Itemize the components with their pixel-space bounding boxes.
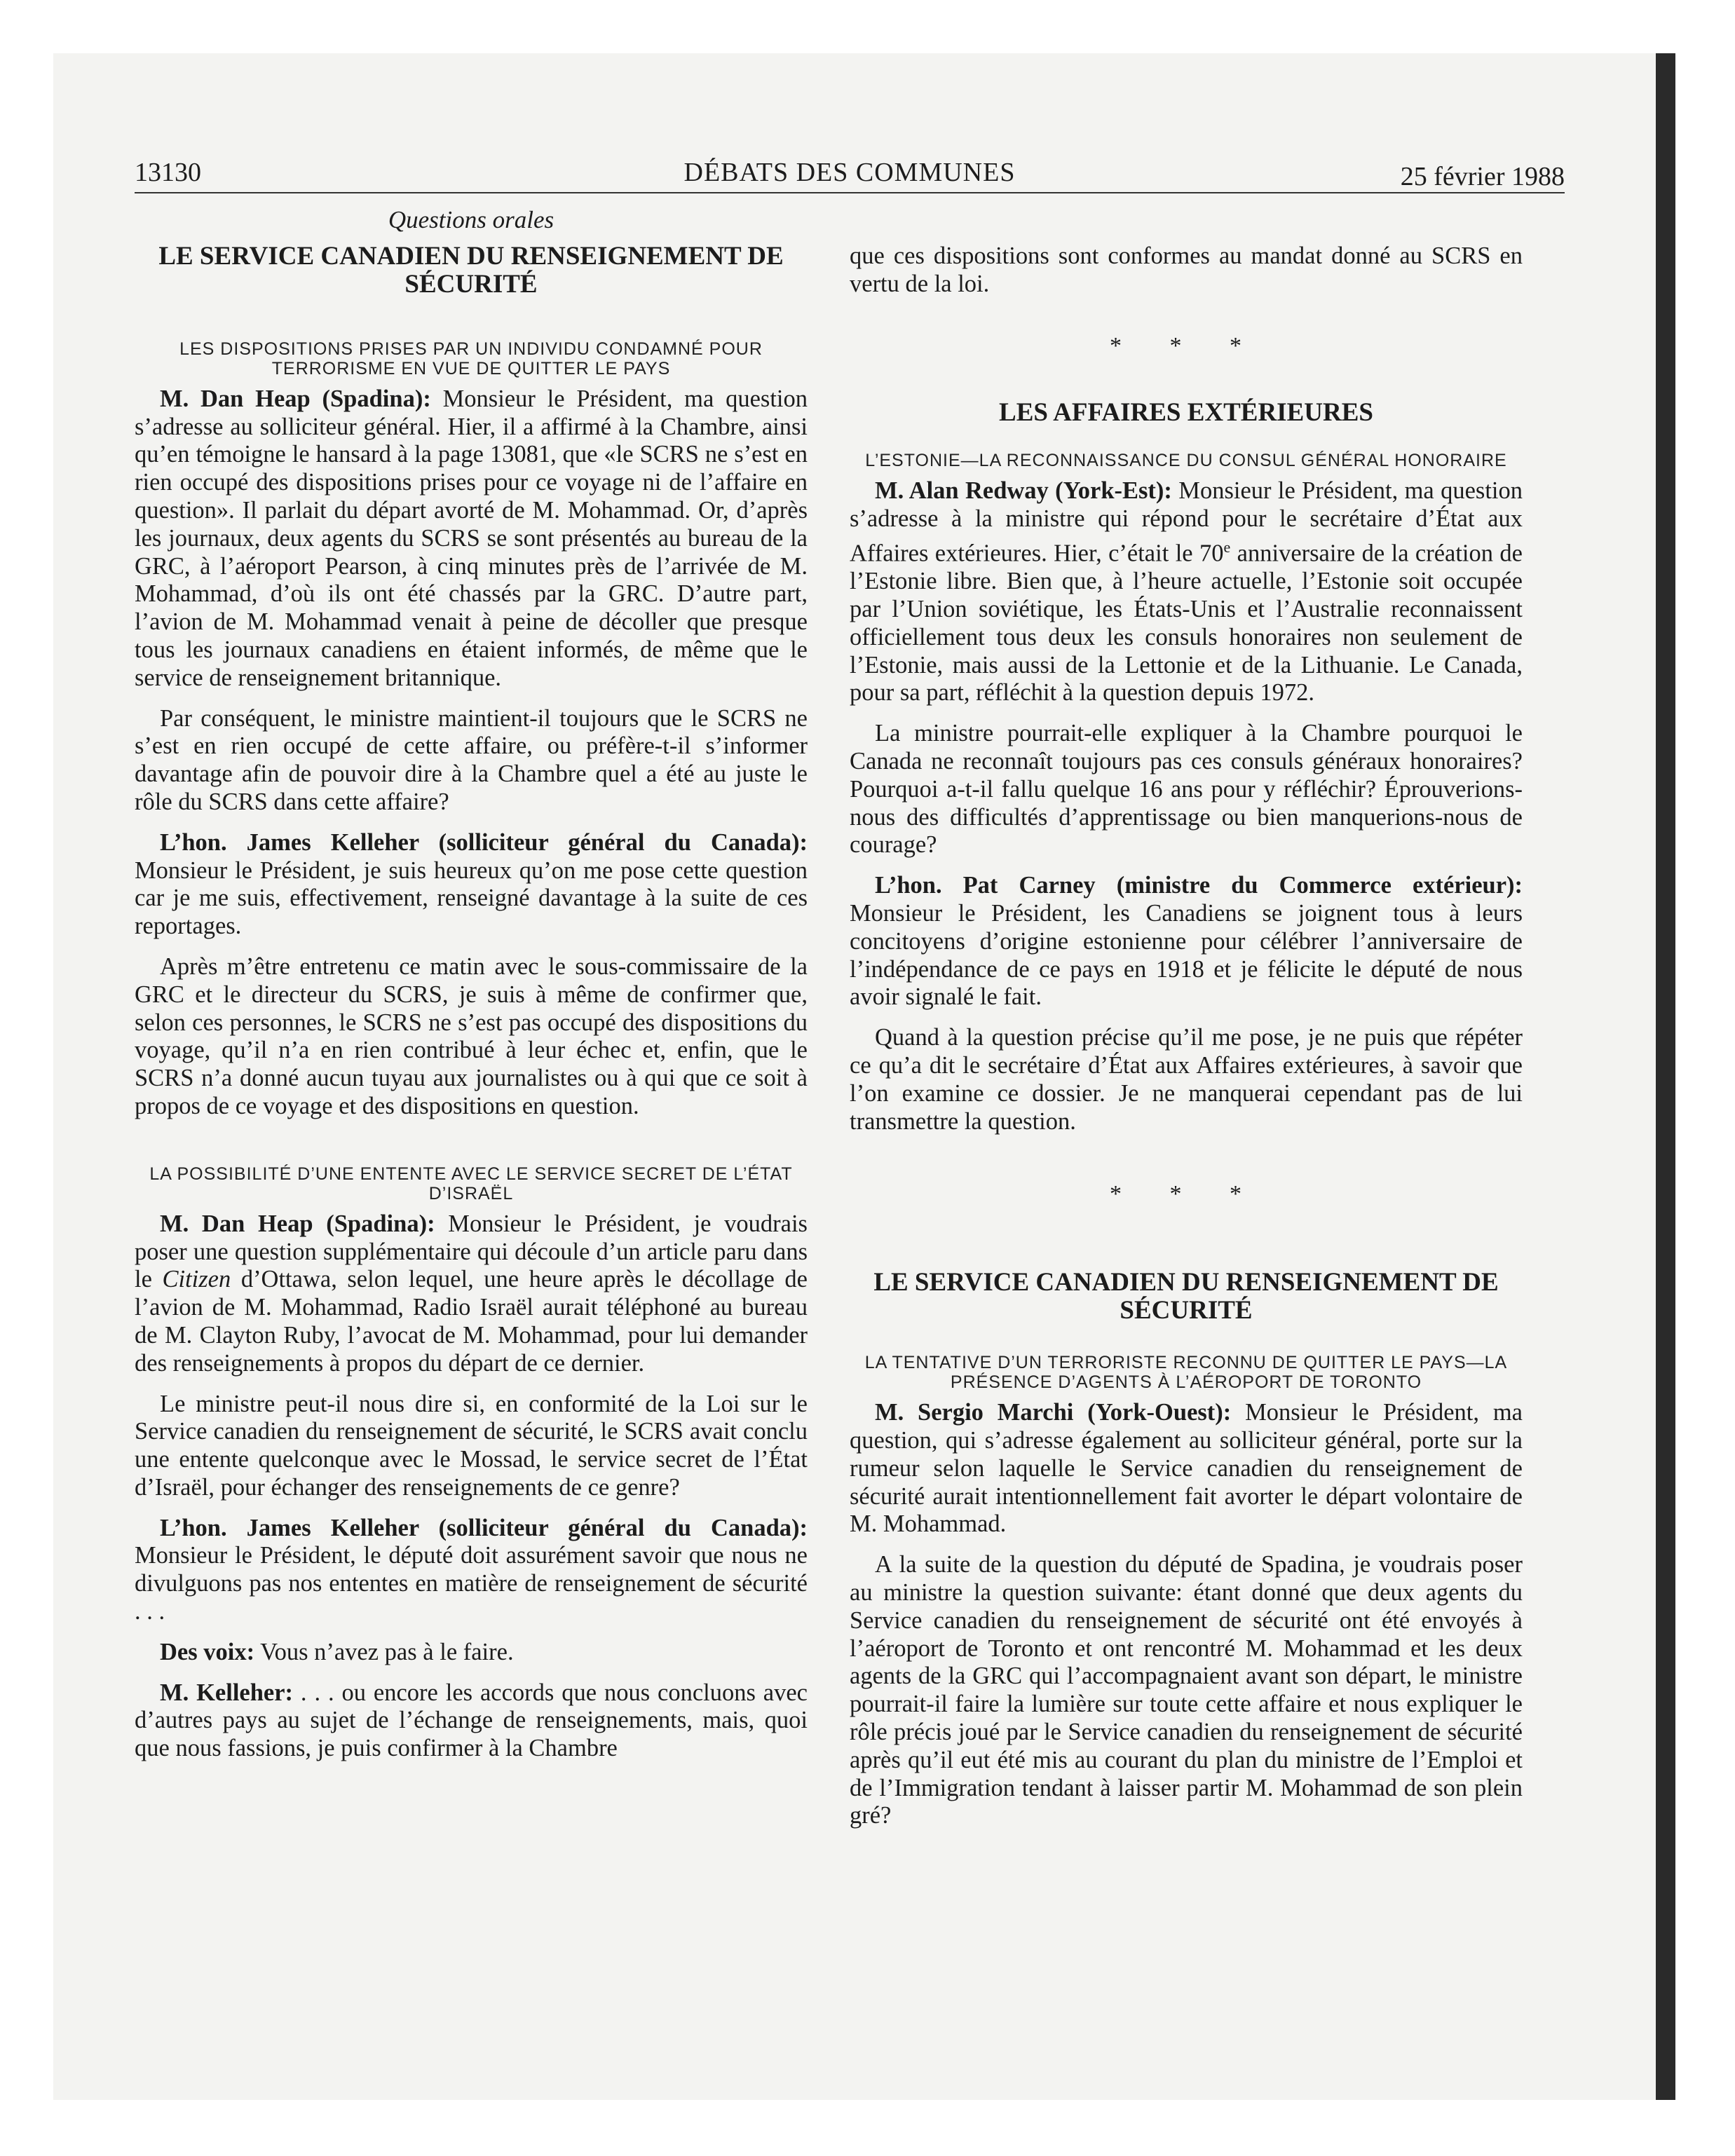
speech-text: Monsieur le Président, je suis heureux qu’on me pose cette question car je me suis, effectivement, renseigné davantage à la suite de ces reportages. bbox=[135, 857, 808, 940]
newspaper-name: Citizen bbox=[162, 1266, 231, 1293]
publication-date: 25 février 1988 bbox=[1400, 162, 1565, 191]
speech-paragraph bbox=[850, 872, 1523, 1011]
subhead-israel-agreement: LA POSSIBILITÉ D’UNE ENTENTE AVEC LE SERVICE SECRET DE L’ÉTAT D’ISRAËL bbox=[149, 1164, 793, 1203]
speech-text: anniversaire de la création de l’Estonie libre. Bien que, à l’heure actuelle, l’Estonie soit occupée par l’Union soviétique, les États-Unis et l’Australie reconnaissent officiellement tous deux les consuls honoraires non seulement de l’Estonie, mais aussi de la Lettonie et de la Lithuanie. Le Canada, pour sa part, réfléchit à la question depuis 1972. bbox=[850, 540, 1523, 707]
speech-paragraph: A la suite de la question du député de Spadina, je voudrais poser au ministre la question suivante: étant donné que deux agents du Service canadien du renseignement de sécurité ont été envoyés à l’aéroport de Toronto et ont rencontré M. Mohammad et les deux agents de la GRC qui l’accompagnaient avant son départ, le ministre pourrait-il faire la lumière sur toute cette affaire et nous expliquer le rôle précis joué par le Service canadien du renseignement de sécurité après qu’il eut été mis au courant du plan du ministre de l’Emploi et de l’Immigration tendant à laisser partir M. Mohammad de son plein gré? bbox=[850, 1551, 1523, 1829]
speech-text: Monsieur le Président, les Canadiens se joignent tous à leurs concitoyens d’origine estonienne pour célébrer l’anniversaire de l’indépendance de ce pays en 1918 et je félicite le député de nous avoir signalé le fait. bbox=[850, 900, 1523, 1011]
page-number: 13130 bbox=[135, 158, 201, 187]
speaker-name: M. Sergio Marchi (York-Ouest): bbox=[875, 1399, 1232, 1426]
speech-text: . . . ou encore les accords que nous concluons avec d’autres pays au sujet de l’échange de renseignements, mais, quoi que nous fassions, je puis confirmer à la Chambre bbox=[135, 1679, 808, 1762]
speaker-name: L’hon. Pat Carney (ministre du Commerce extérieur): bbox=[875, 872, 1523, 899]
publication-title: DÉBATS DES COMMUNES bbox=[683, 158, 1016, 187]
speech-paragraph bbox=[135, 1210, 808, 1378]
speech-paragraph: Le ministre peut-il nous dire si, en conformité de la Loi sur le Service canadien du renseignement de sécurité, le SCRS avait conclu une entente quelconque avec le Mossad, le service secret de l’État d’Israël, pour échanger des renseignements de ce genre? bbox=[135, 1390, 808, 1501]
section-title-csis-2: LE SERVICE CANADIEN DU RENSEIGNEMENT DE SÉCURITÉ bbox=[873, 1268, 1499, 1325]
section-separator: * * * bbox=[1110, 332, 1263, 359]
speaker-name: Des voix: bbox=[160, 1638, 255, 1665]
speech-text: Monsieur le Président, je voudrais poser une question supplémentaire qui découle d’un article paru dans le bbox=[135, 1210, 808, 1293]
speaker-name: M. Dan Heap (Spadina): bbox=[160, 385, 431, 412]
speech-text: Vous n’avez pas à le faire. bbox=[254, 1638, 514, 1665]
speech-text: Monsieur le Président, ma question s’adresse au solliciteur général. Hier, il a affirmé à la Chambre, ainsi qu’en témoigne le hansard à la page 13081, que «le SCRS ne s’est en rien occupé des dispositions prises pour ce voyage ni de l’affaire en question». Il parlait du départ avorté de M. Mohammad. Or, d’après les journaux, deux agents du SCRS se sont présentés au bureau de la GRC, à l’aéroport Pearson, à cinq minutes près de l’arrivée de M. Mohammad, d’où ils ont été chassés par la GRC. D’autre part, l’avion de M. Mohammad venait à peine de décoller que presque tous les journaux canadiens en étaient informés, de même que le service de renseignement britannique. bbox=[135, 385, 808, 691]
speech-paragraph bbox=[135, 1515, 808, 1626]
section-title-external-affairs: LES AFFAIRES EXTÉRIEURES bbox=[999, 398, 1373, 428]
ordinal-suffix: e bbox=[1223, 538, 1231, 556]
speech-text: Monsieur le Président, ma question s’adresse à la ministre qui répond pour le secrétaire d’État aux Affaires extérieures. Hier, c’était le 70 bbox=[850, 477, 1523, 567]
speaker-name: L’hon. James Kelleher (solliciteur général du Canada): bbox=[160, 1514, 808, 1541]
speech-text: Monsieur le Président, ma question, qui s’adresse également au solliciteur général, porte sur la rumeur selon laquelle le Service canadien du renseignement de sécurité aurait intentionnellement fait avorter le départ volontaire de M. Mohammad. bbox=[850, 1399, 1523, 1538]
speaker-name: M. Kelleher: bbox=[160, 1679, 294, 1706]
speech-text: d’Ottawa, selon lequel, une heure après le décollage de l’avion de M. Mohammad, Radio Israël aurait téléphoné au bureau de M. Clayton Ruby, l’avocat de M. Mohammad, pour lui demander des renseignements à propos du départ de ce dernier. bbox=[135, 1266, 808, 1377]
speech-paragraph: que ces dispositions sont conformes au mandat donné au SCRS en vertu de la loi. bbox=[850, 243, 1523, 297]
speaker-name: M. Dan Heap (Spadina): bbox=[160, 1210, 435, 1237]
scan-edge-shadow bbox=[1656, 53, 1675, 2100]
left-column bbox=[135, 206, 808, 1775]
right-column bbox=[850, 243, 1523, 1843]
section-separator: * * * bbox=[1110, 1181, 1263, 1208]
subhead-terrorist-departure: LES DISPOSITIONS PRISES PAR UN INDIVIDU CONDAMNÉ POUR TERRORISME EN VUE DE QUITTER LE PAYS bbox=[179, 339, 763, 378]
document-page bbox=[135, 154, 1565, 1829]
speaker-name: M. Alan Redway (York-Est): bbox=[875, 477, 1172, 505]
section-title-csis: LE SERVICE CANADIEN DU RENSEIGNEMENT DE SÉCURITÉ bbox=[158, 241, 784, 299]
speech-paragraph bbox=[135, 1639, 808, 1667]
speech-paragraph bbox=[135, 1679, 808, 1763]
speech-paragraph: La ministre pourrait-elle expliquer à la Chambre pourquoi le Canada ne reconnaît toujours pas ces consuls généraux honoraires? Pourquoi a-t-il fallu quelque 16 ans pour y réfléchir? Éprouverions-nous des difficultés d’apprentissage ou bien manquerions-nous de courage? bbox=[850, 720, 1523, 859]
running-header bbox=[135, 154, 1565, 193]
speech-paragraph bbox=[135, 386, 808, 692]
speech-paragraph bbox=[850, 1399, 1523, 1538]
subhead-estonia: L’ESTONIE—LA RECONNAISSANCE DU CONSUL GÉNÉRAL HONORAIRE bbox=[865, 451, 1507, 471]
speech-text: Monsieur le Président, le député doit assurément savoir que nous ne divulguons pas nos ententes en matière de renseignement de sécurité . . . bbox=[135, 1542, 808, 1625]
speech-paragraph bbox=[135, 829, 808, 941]
speech-paragraph: Après m’être entretenu ce matin avec le sous-commissaire de la GRC et le directeur du SCRS, je suis à même de confirmer que, selon ces personnes, le SCRS ne s’est pas occupé des dispositions du voyage, qu’il n’a en rien contribué à leur échec et, enfin, que le SCRS n’a donné aucun tuyau aux journalistes ou à qui que ce soit à propos de ce voyage et des dispositions en question. bbox=[135, 953, 808, 1119]
speech-paragraph bbox=[850, 477, 1523, 707]
speaker-name: L’hon. James Kelleher (solliciteur général du Canada): bbox=[160, 828, 808, 856]
speech-paragraph: Par conséquent, le ministre maintient-il toujours que le SCRS ne s’est en rien occupé de cette affaire, ou préfère-t-il s’informer davantage afin de pouvoir dire à la Chambre quel a été au juste le rôle du SCRS dans cette affaire? bbox=[135, 704, 808, 815]
rubric-oral-questions: Questions orales bbox=[388, 206, 554, 233]
subhead-toronto-airport: LA TENTATIVE D’UN TERRORISTE RECONNU DE QUITTER LE PAYS—LA PRÉSENCE D’AGENTS À L’AÉROPORT DE TORONTO bbox=[864, 1353, 1508, 1393]
speech-paragraph: Quand à la question précise qu’il me pose, je ne puis que répéter ce qu’a dit le secrétaire d’État aux Affaires extérieures, à savoir que l’on examine ce dossier. Je ne manquerai cependant pas de lui transmettre la question. bbox=[850, 1024, 1523, 1135]
